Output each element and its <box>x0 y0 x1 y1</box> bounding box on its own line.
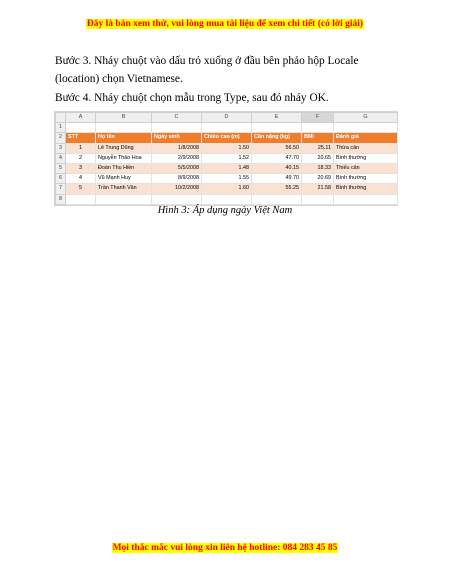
sheet-cell: 1.60 <box>202 184 252 194</box>
sheet-cell: 3 <box>66 163 96 173</box>
table-row <box>56 153 398 163</box>
column-header-b: B <box>96 113 152 123</box>
sheet-cell: 2 <box>66 153 96 163</box>
column-header-row <box>56 113 398 123</box>
header-cell: Đánh giá <box>334 133 398 143</box>
column-header-g: G <box>334 113 398 123</box>
header-cell: BMI <box>302 133 334 143</box>
sheet-cell <box>66 123 96 133</box>
sheet-cell: 55.25 <box>252 184 302 194</box>
sheet-cell: 1.50 <box>202 143 252 153</box>
column-header-a: A <box>66 113 96 123</box>
sheet-cell: 4 <box>66 174 96 184</box>
table-header-row <box>56 133 398 143</box>
sheet-cell: 20.65 <box>302 153 334 163</box>
sheet-cell: 5 <box>66 184 96 194</box>
sheet-cell: 56.50 <box>252 143 302 153</box>
preview-notice-text: Đây là bản xem thử, vui lòng mua tài liệu để xem chi tiết (có lời giải) <box>86 19 364 29</box>
sheet-cell: Đoàn Thu Hiền <box>96 163 152 173</box>
sheet-cell <box>202 194 252 204</box>
sheet-cell: Bình thường <box>334 174 398 184</box>
row-header: 5 <box>56 163 66 173</box>
preview-notice-banner <box>0 13 450 31</box>
column-header-f: F <box>302 113 334 123</box>
sheet-cell: 1/8/2008 <box>152 143 202 153</box>
select-all-corner <box>56 113 66 123</box>
sheet-cell <box>96 123 152 133</box>
row-header: 6 <box>56 174 66 184</box>
step-3-paragraph: Bước 3. Nháy chuột vào dấu trỏ xuống ở đầu bên phảo hộp Locale (location) chọn Vietnamese. <box>55 55 359 85</box>
sheet-cell: Nguyễn Thảo Hoa <box>96 153 152 163</box>
sheet-cell: Thiếu cân <box>334 163 398 173</box>
sheet-cell <box>202 123 252 133</box>
row-header: 2 <box>56 133 66 143</box>
sheet-cell <box>152 194 202 204</box>
sheet-cell: Lê Trung Dũng <box>96 143 152 153</box>
step-4-paragraph: Bước 4. Nháy chuột chọn mẫu trong Type, sau đó nháy OK. <box>55 92 329 104</box>
sheet-cell: 21.58 <box>302 184 334 194</box>
sheet-cell: Trần Thanh Vân <box>96 184 152 194</box>
sheet-cell <box>96 194 152 204</box>
row-header: 7 <box>56 184 66 194</box>
sheet-cell: 10/2/2008 <box>152 184 202 194</box>
sheet-cell <box>252 123 302 133</box>
sheet-cell: 18.33 <box>302 163 334 173</box>
sheet-cell: 5/5/2008 <box>152 163 202 173</box>
sheet-cell: Bình thường <box>334 153 398 163</box>
header-cell: Họ tên <box>96 133 152 143</box>
sheet-cell <box>334 194 398 204</box>
sheet-cell <box>66 194 96 204</box>
figure-caption: Hình 3: Áp dụng ngày Việt Nam <box>157 205 293 216</box>
header-cell: Chiều cao (m) <box>202 133 252 143</box>
table-row <box>56 194 398 204</box>
row-header: 8 <box>56 194 66 204</box>
sheet-cell: 1.48 <box>202 163 252 173</box>
spreadsheet-screenshot <box>54 111 398 206</box>
sheet-cell <box>152 123 202 133</box>
sheet-cell: 2/9/2008 <box>152 153 202 163</box>
sheet-cell: Vũ Mạnh Huy <box>96 174 152 184</box>
sheet-cell <box>334 123 398 133</box>
column-header-d: D <box>202 113 252 123</box>
table-row <box>56 123 398 133</box>
sheet-cell: 1.52 <box>202 153 252 163</box>
column-header-e: E <box>252 113 302 123</box>
hotline-banner <box>0 537 450 555</box>
sheet-cell: 8/9/2008 <box>152 174 202 184</box>
header-cell: STT <box>66 133 96 143</box>
sheet-cell: 49.70 <box>252 174 302 184</box>
column-header-c: C <box>152 113 202 123</box>
row-header: 3 <box>56 143 66 153</box>
sheet-cell <box>302 194 334 204</box>
sheet-cell: 20.69 <box>302 174 334 184</box>
sheet-cell: 1.55 <box>202 174 252 184</box>
row-header: 1 <box>56 123 66 133</box>
table-row <box>56 143 398 153</box>
sheet-cell: 47.70 <box>252 153 302 163</box>
sheet-cell: 40.15 <box>252 163 302 173</box>
row-header: 4 <box>56 153 66 163</box>
sheet-cell <box>302 123 334 133</box>
header-cell: Cân nặng (kg) <box>252 133 302 143</box>
table-row <box>56 163 398 173</box>
table-row <box>56 174 398 184</box>
hotline-text: Mọi thắc mắc vui lòng xin liên hệ hotline: 084 283 45 85 <box>112 543 338 553</box>
header-cell: Ngày sinh <box>152 133 202 143</box>
table-row <box>56 184 398 194</box>
sheet-cell: Bình thường <box>334 184 398 194</box>
spreadsheet-grid <box>55 112 398 205</box>
sheet-cell <box>252 194 302 204</box>
sheet-cell: 1 <box>66 143 96 153</box>
sheet-cell: 25.11 <box>302 143 334 153</box>
sheet-cell: Thừa cân <box>334 143 398 153</box>
